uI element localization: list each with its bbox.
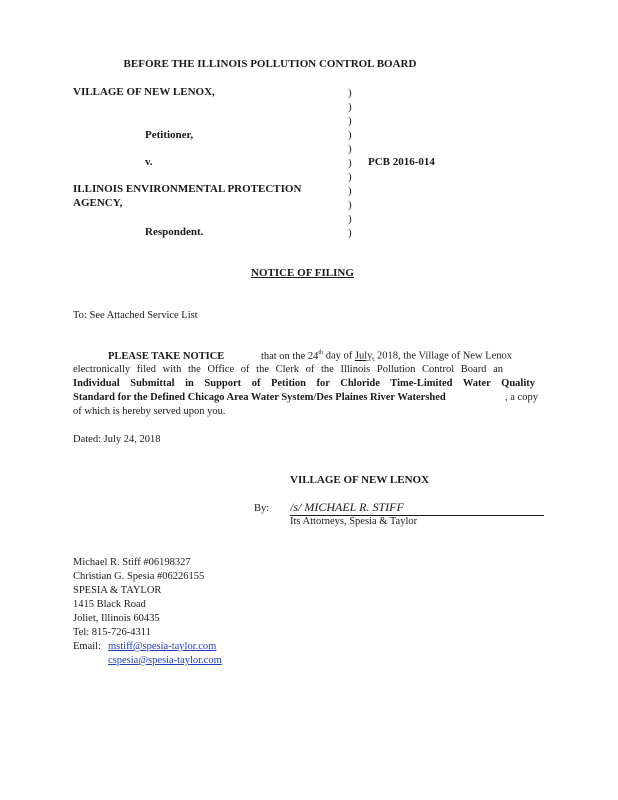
- to-line: To: See Attached Service List: [73, 310, 198, 321]
- submittal-title-line-2: Standard for the Defined Chicago Area Water System/Des Plaines River Watershed: [73, 392, 446, 403]
- body-line-5: of which is hereby served upon you.: [73, 406, 226, 417]
- dated-line: Dated: July 24, 2018: [73, 434, 161, 445]
- board-title: BEFORE THE ILLINOIS POLLUTION CONTROL BOARD: [123, 58, 417, 70]
- notice-date-tail: day of: [325, 350, 353, 362]
- caption-parenthesis: ): [348, 157, 352, 169]
- copy-text: , a copy: [505, 392, 538, 403]
- electronic-signature: /s/ MICHAEL R. STIFF: [290, 500, 544, 516]
- contact-street: 1415 Black Road: [73, 599, 146, 610]
- case-number: PCB 2016-014: [368, 156, 435, 168]
- caption-parenthesis: ): [348, 129, 352, 141]
- email-link-cspesia[interactable]: cspesia@spesia-taylor.com: [108, 655, 222, 666]
- date-superscript: th: [318, 350, 324, 356]
- body-line-1: [73, 350, 535, 362]
- notice-month: July,: [354, 350, 375, 362]
- caption-parenthesis: ): [348, 87, 352, 99]
- email-link-mstiff[interactable]: mstiff@spesia-taylor.com: [108, 641, 217, 652]
- petitioner-name: VILLAGE OF NEW LENOX,: [73, 86, 215, 98]
- caption-parenthesis: ): [348, 213, 352, 225]
- by-label: By:: [254, 503, 270, 514]
- respondent-role: Respondent.: [145, 226, 204, 238]
- body-line-4: [73, 392, 538, 403]
- notice-date-text: that on the 24: [260, 350, 319, 362]
- notice-village-text: 2018, the Village of New Lenox: [376, 350, 512, 362]
- signature-entity: VILLAGE OF NEW LENOX: [290, 474, 430, 486]
- contact-attorney-1: Michael R. Stiff #06198327: [73, 557, 191, 568]
- contact-attorney-2: Christian G. Spesia #06226155: [73, 571, 205, 582]
- contact-phone: Tel: 815-726-4311: [73, 627, 151, 638]
- petitioner-role: Petitioner,: [145, 129, 194, 141]
- respondent-name: ILLINOIS ENVIRONMENTAL PROTECTION: [73, 183, 302, 195]
- attorneys-line: Its Attorneys, Spesia & Taylor: [290, 516, 418, 527]
- caption-parenthesis: ): [348, 171, 352, 183]
- notice-lead: PLEASE TAKE NOTICE: [108, 350, 225, 362]
- caption-parenthesis: ): [348, 227, 352, 239]
- body-line-2: electronically filed with the Office of the Clerk of the Illinois Pollution Control Board an: [73, 364, 503, 375]
- versus: v.: [145, 156, 153, 168]
- caption-parenthesis: ): [348, 199, 352, 211]
- caption-parenthesis: ): [348, 185, 352, 197]
- caption-parenthesis: ): [348, 101, 352, 113]
- email-label: Email:: [73, 641, 101, 652]
- contact-city: Joliet, Illinois 60435: [73, 613, 160, 624]
- contact-firm: SPESIA & TAYLOR: [73, 585, 162, 596]
- caption-parenthesis: ): [348, 115, 352, 127]
- submittal-title-line-1: Individual Submittal in Support of Petition for Chloride Time-Limited Water Quality: [73, 378, 535, 389]
- caption-parenthesis: ): [348, 143, 352, 155]
- respondent-name-continued: AGENCY,: [73, 197, 123, 209]
- notice-title: NOTICE OF FILING: [251, 267, 354, 279]
